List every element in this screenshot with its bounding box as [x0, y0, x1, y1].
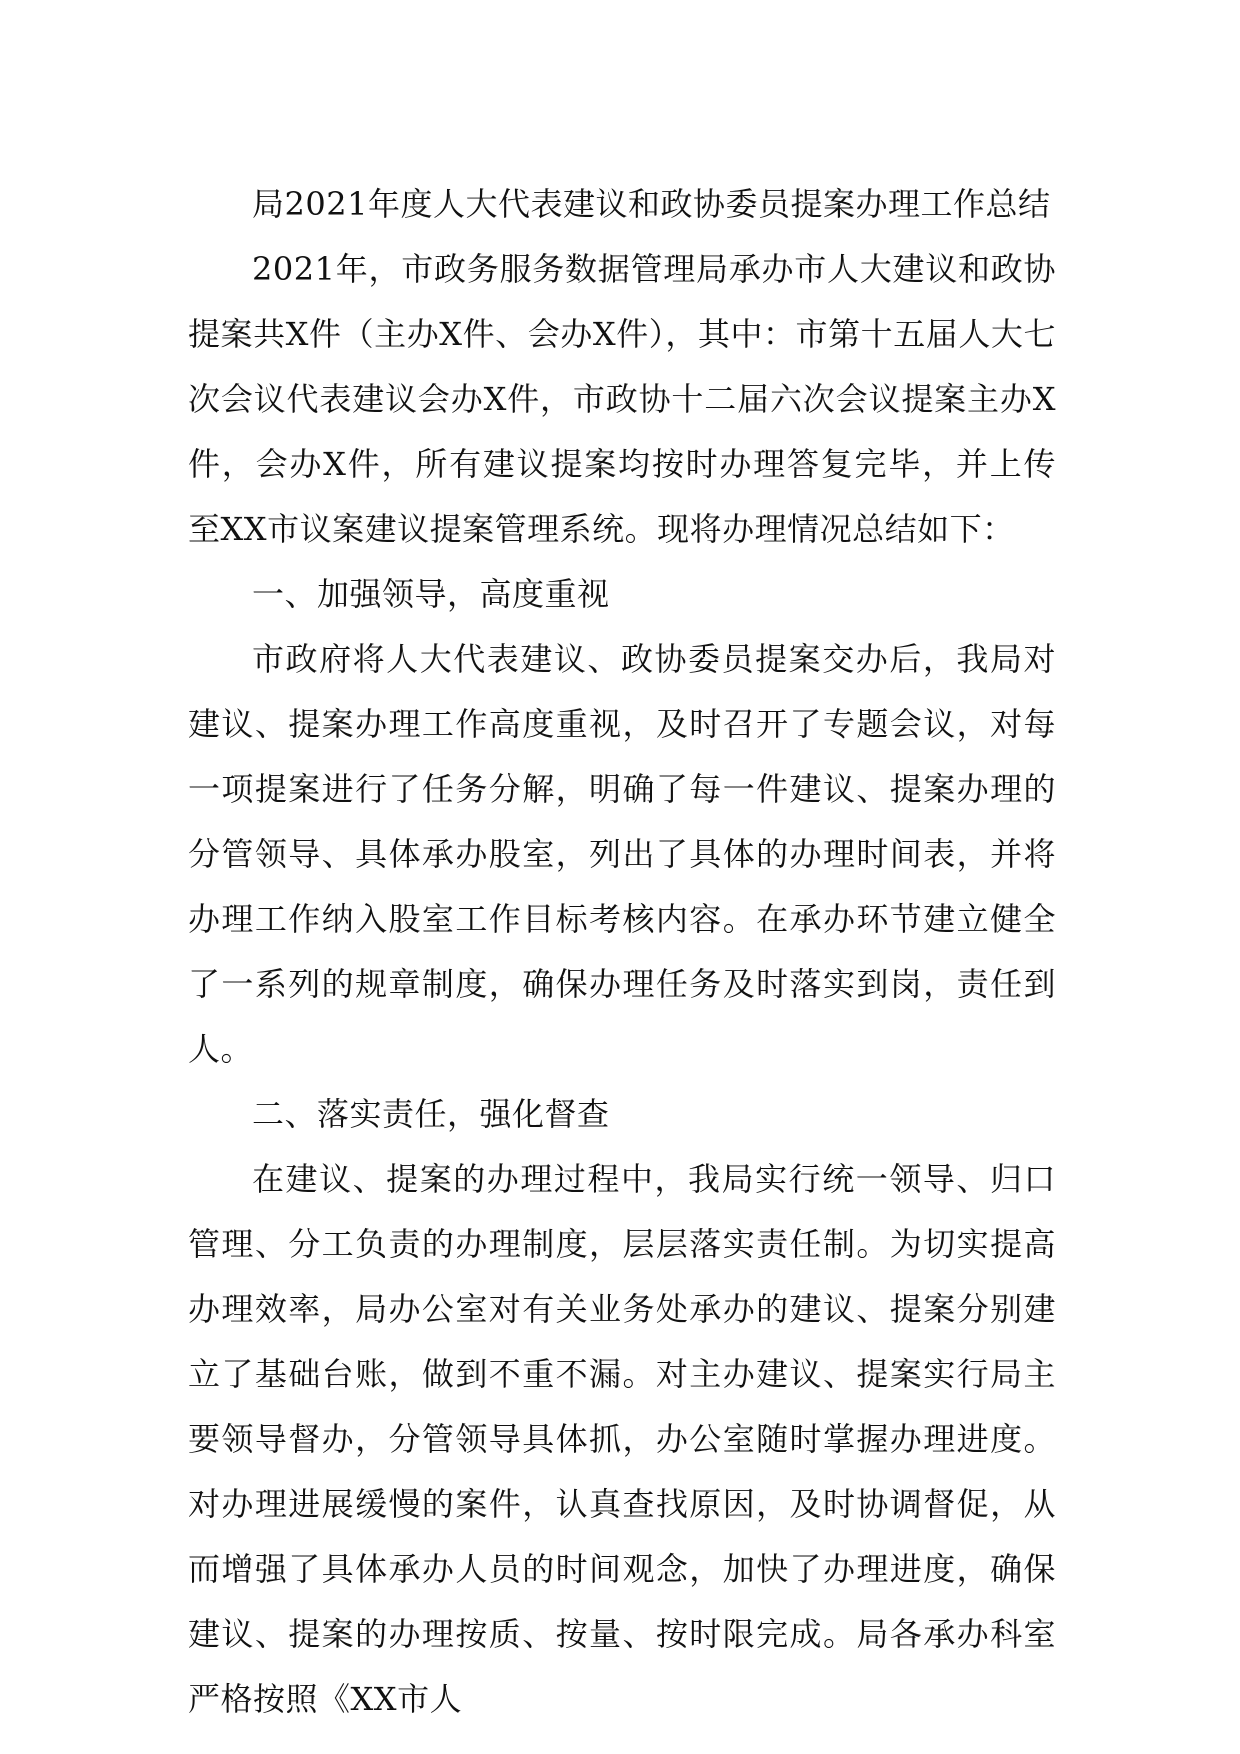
section-body-2: 在建议、提案的办理过程中，我局实行统一领导、归口管理、分工负责的办理制度，层层落实责任制。为切实提高办理效率，局办公室对有关业务处承办的建议、提案分别建立了基础台账，做到不重不漏。对主办建议、提案实行局主要领导督办，分管领导具体抓，办公室随时掌握办理进度。对办理进展缓慢的案件，认真查找原因，及时协调督促，从而增强了具体承办人员的时间观念，加快了办理进度，确保建议、提案的办理按质、按量、按时限完成。局各承办科室严格按照《XX市人: [188, 1160, 1056, 1718]
document-page: [188, 172, 1056, 1732]
section-heading-1: 一、加强领导，高度重视: [252, 575, 610, 613]
document-title: 局2021年度人大代表建议和政协委员提案办理工作总结: [252, 185, 1051, 223]
intro-paragraph: 2021年，市政务服务数据管理局承办市人大建议和政协提案共X件（主办X件、会办X件），其中：市第十五届人大七次会议代表建议会办X件，市政协十二届六次会议提案主办X件，会办X件，所有建议提案均按时办理答复完毕，并上传至XX市议案建议提案管理系统。现将办理情况总结如下：: [188, 250, 1056, 548]
section-heading-2: 二、落实责任，强化督查: [252, 1095, 610, 1133]
section-body-1: 市政府将人大代表建议、政协委员提案交办后，我局对建议、提案办理工作高度重视，及时召开了专题会议，对每一项提案进行了任务分解，明确了每一件建议、提案办理的分管领导、具体承办股室，列出了具体的办理时间表，并将办理工作纳入股室工作目标考核内容。在承办环节建立健全了一系列的规章制度，确保办理任务及时落实到岗，责任到人。: [188, 640, 1056, 1068]
